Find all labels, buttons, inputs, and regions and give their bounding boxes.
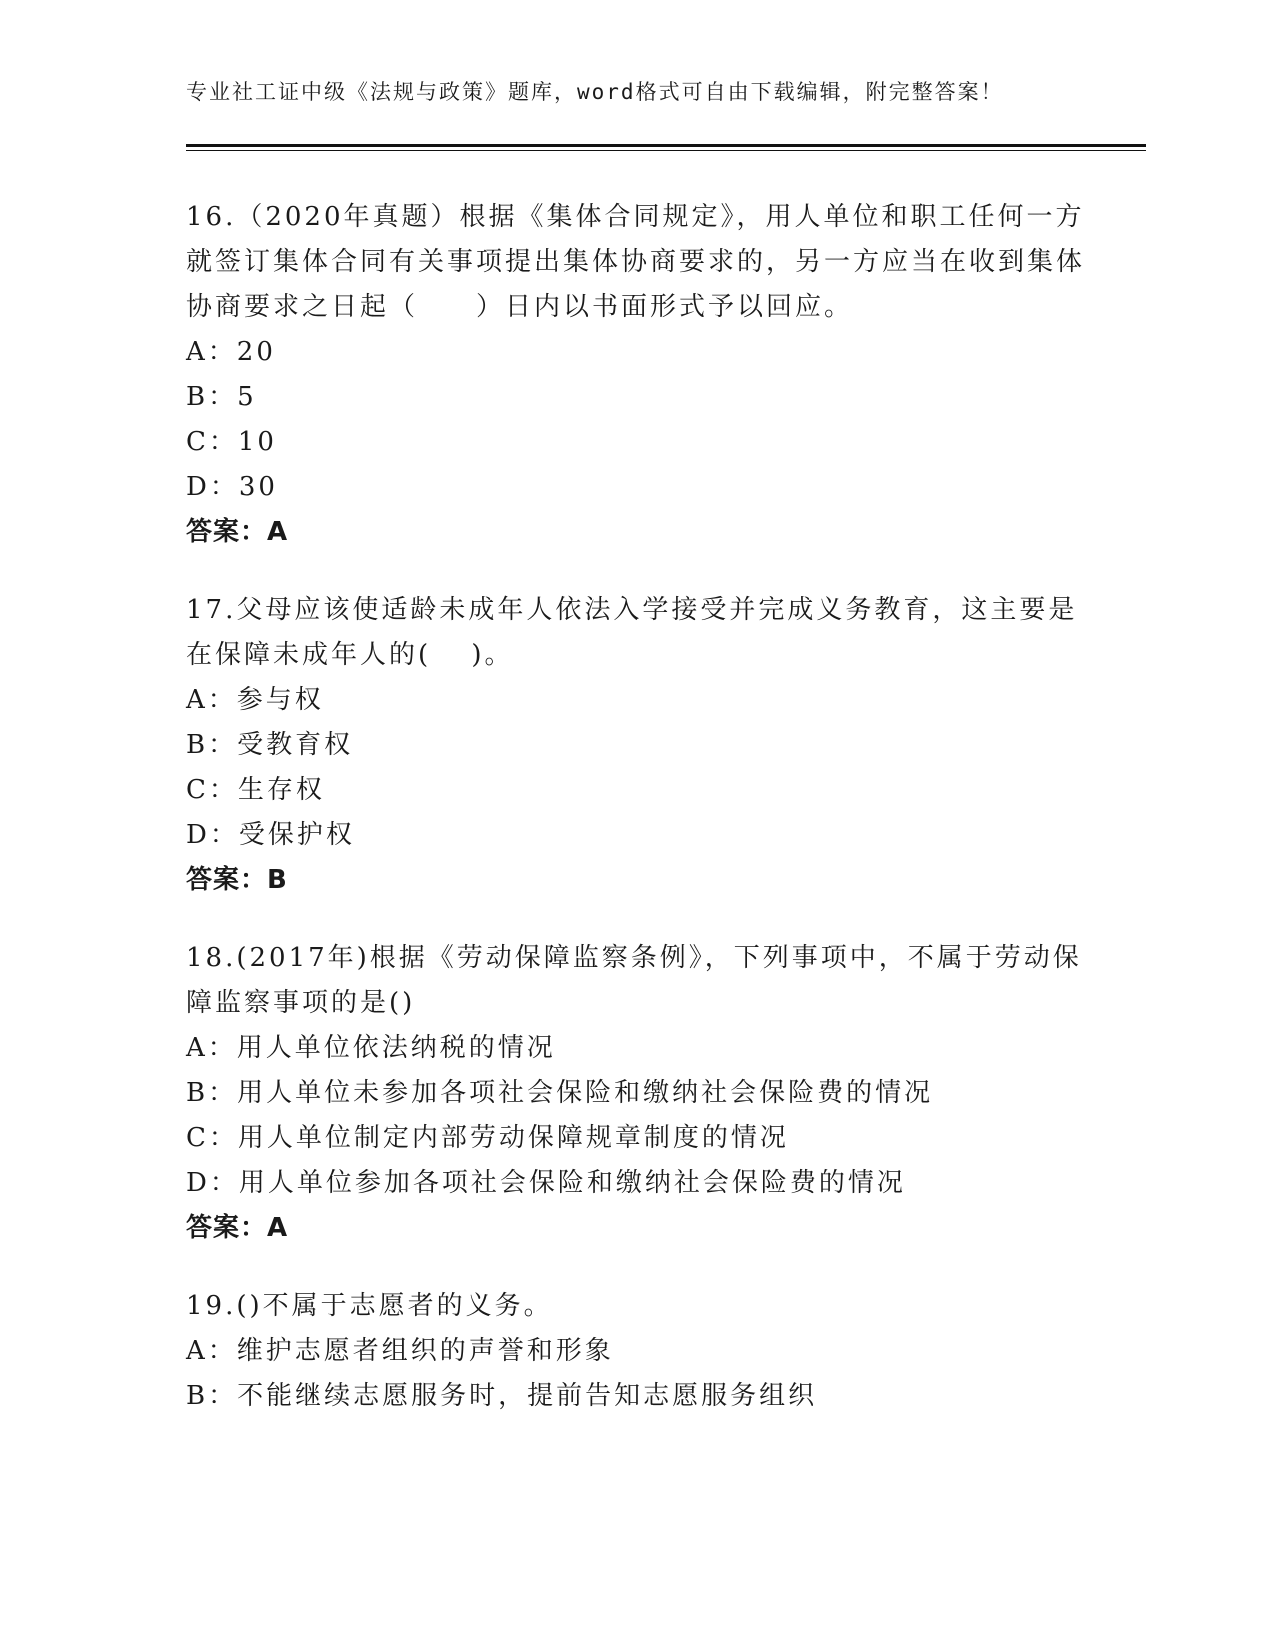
option-b: B：不能继续志愿服务时，提前告知志愿服务组织 <box>186 1381 818 1411</box>
header-divider-thin <box>186 150 1146 151</box>
option-a: A：参与权 <box>186 685 324 715</box>
option-c: C：10 <box>186 427 277 457</box>
option-c: C：生存权 <box>186 775 325 805</box>
option-b: B：用人单位未参加各项社会保险和缴纳社会保险费的情况 <box>186 1078 934 1108</box>
option-b: B：受教育权 <box>186 730 354 760</box>
option-a: A：20 <box>186 337 276 367</box>
question-stem: 19.()不属于志愿者的义务。 <box>186 1291 553 1321</box>
answer-label: 答案：A <box>186 517 289 547</box>
option-b: B：5 <box>186 382 257 412</box>
question-stem: 16.（2020年真题）根据《集体合同规定》，用人单位和职工任何一方就签订集体合同有关事项提出集体协商要求的，另一方应当在收到集体协商要求之日起（ ）日内以书面形式予以回应。 <box>186 202 1086 322</box>
option-a: A：维护志愿者组织的声誉和形象 <box>186 1336 614 1366</box>
question-stem: 17.父母应该使适龄未成年人依法入学接受并完成义务教育，这主要是在保障未成年人的( )。 <box>186 595 1078 670</box>
answer-label: 答案：A <box>186 1213 289 1243</box>
option-c: C：用人单位制定内部劳动保障规章制度的情况 <box>186 1123 789 1153</box>
question-stem: 18.(2017年)根据《劳动保障监察条例》，下列事项中，不属于劳动保障监察事项的是() <box>186 943 1082 1018</box>
header-divider-thick <box>186 144 1146 147</box>
option-d: D：受保护权 <box>186 820 355 850</box>
question-17 <box>186 588 1086 903</box>
question-16 <box>186 195 1086 555</box>
question-19 <box>186 1284 1086 1419</box>
option-a: A：用人单位依法纳税的情况 <box>186 1033 556 1063</box>
answer-label: 答案：B <box>186 865 288 895</box>
option-d: D：30 <box>186 472 278 502</box>
page-header: 专业社工证中级《法规与政策》题库，word格式可自由下载编辑，附完整答案！ <box>186 80 1004 104</box>
option-d: D：用人单位参加各项社会保险和缴纳社会保险费的情况 <box>186 1168 906 1198</box>
question-18 <box>186 936 1086 1251</box>
